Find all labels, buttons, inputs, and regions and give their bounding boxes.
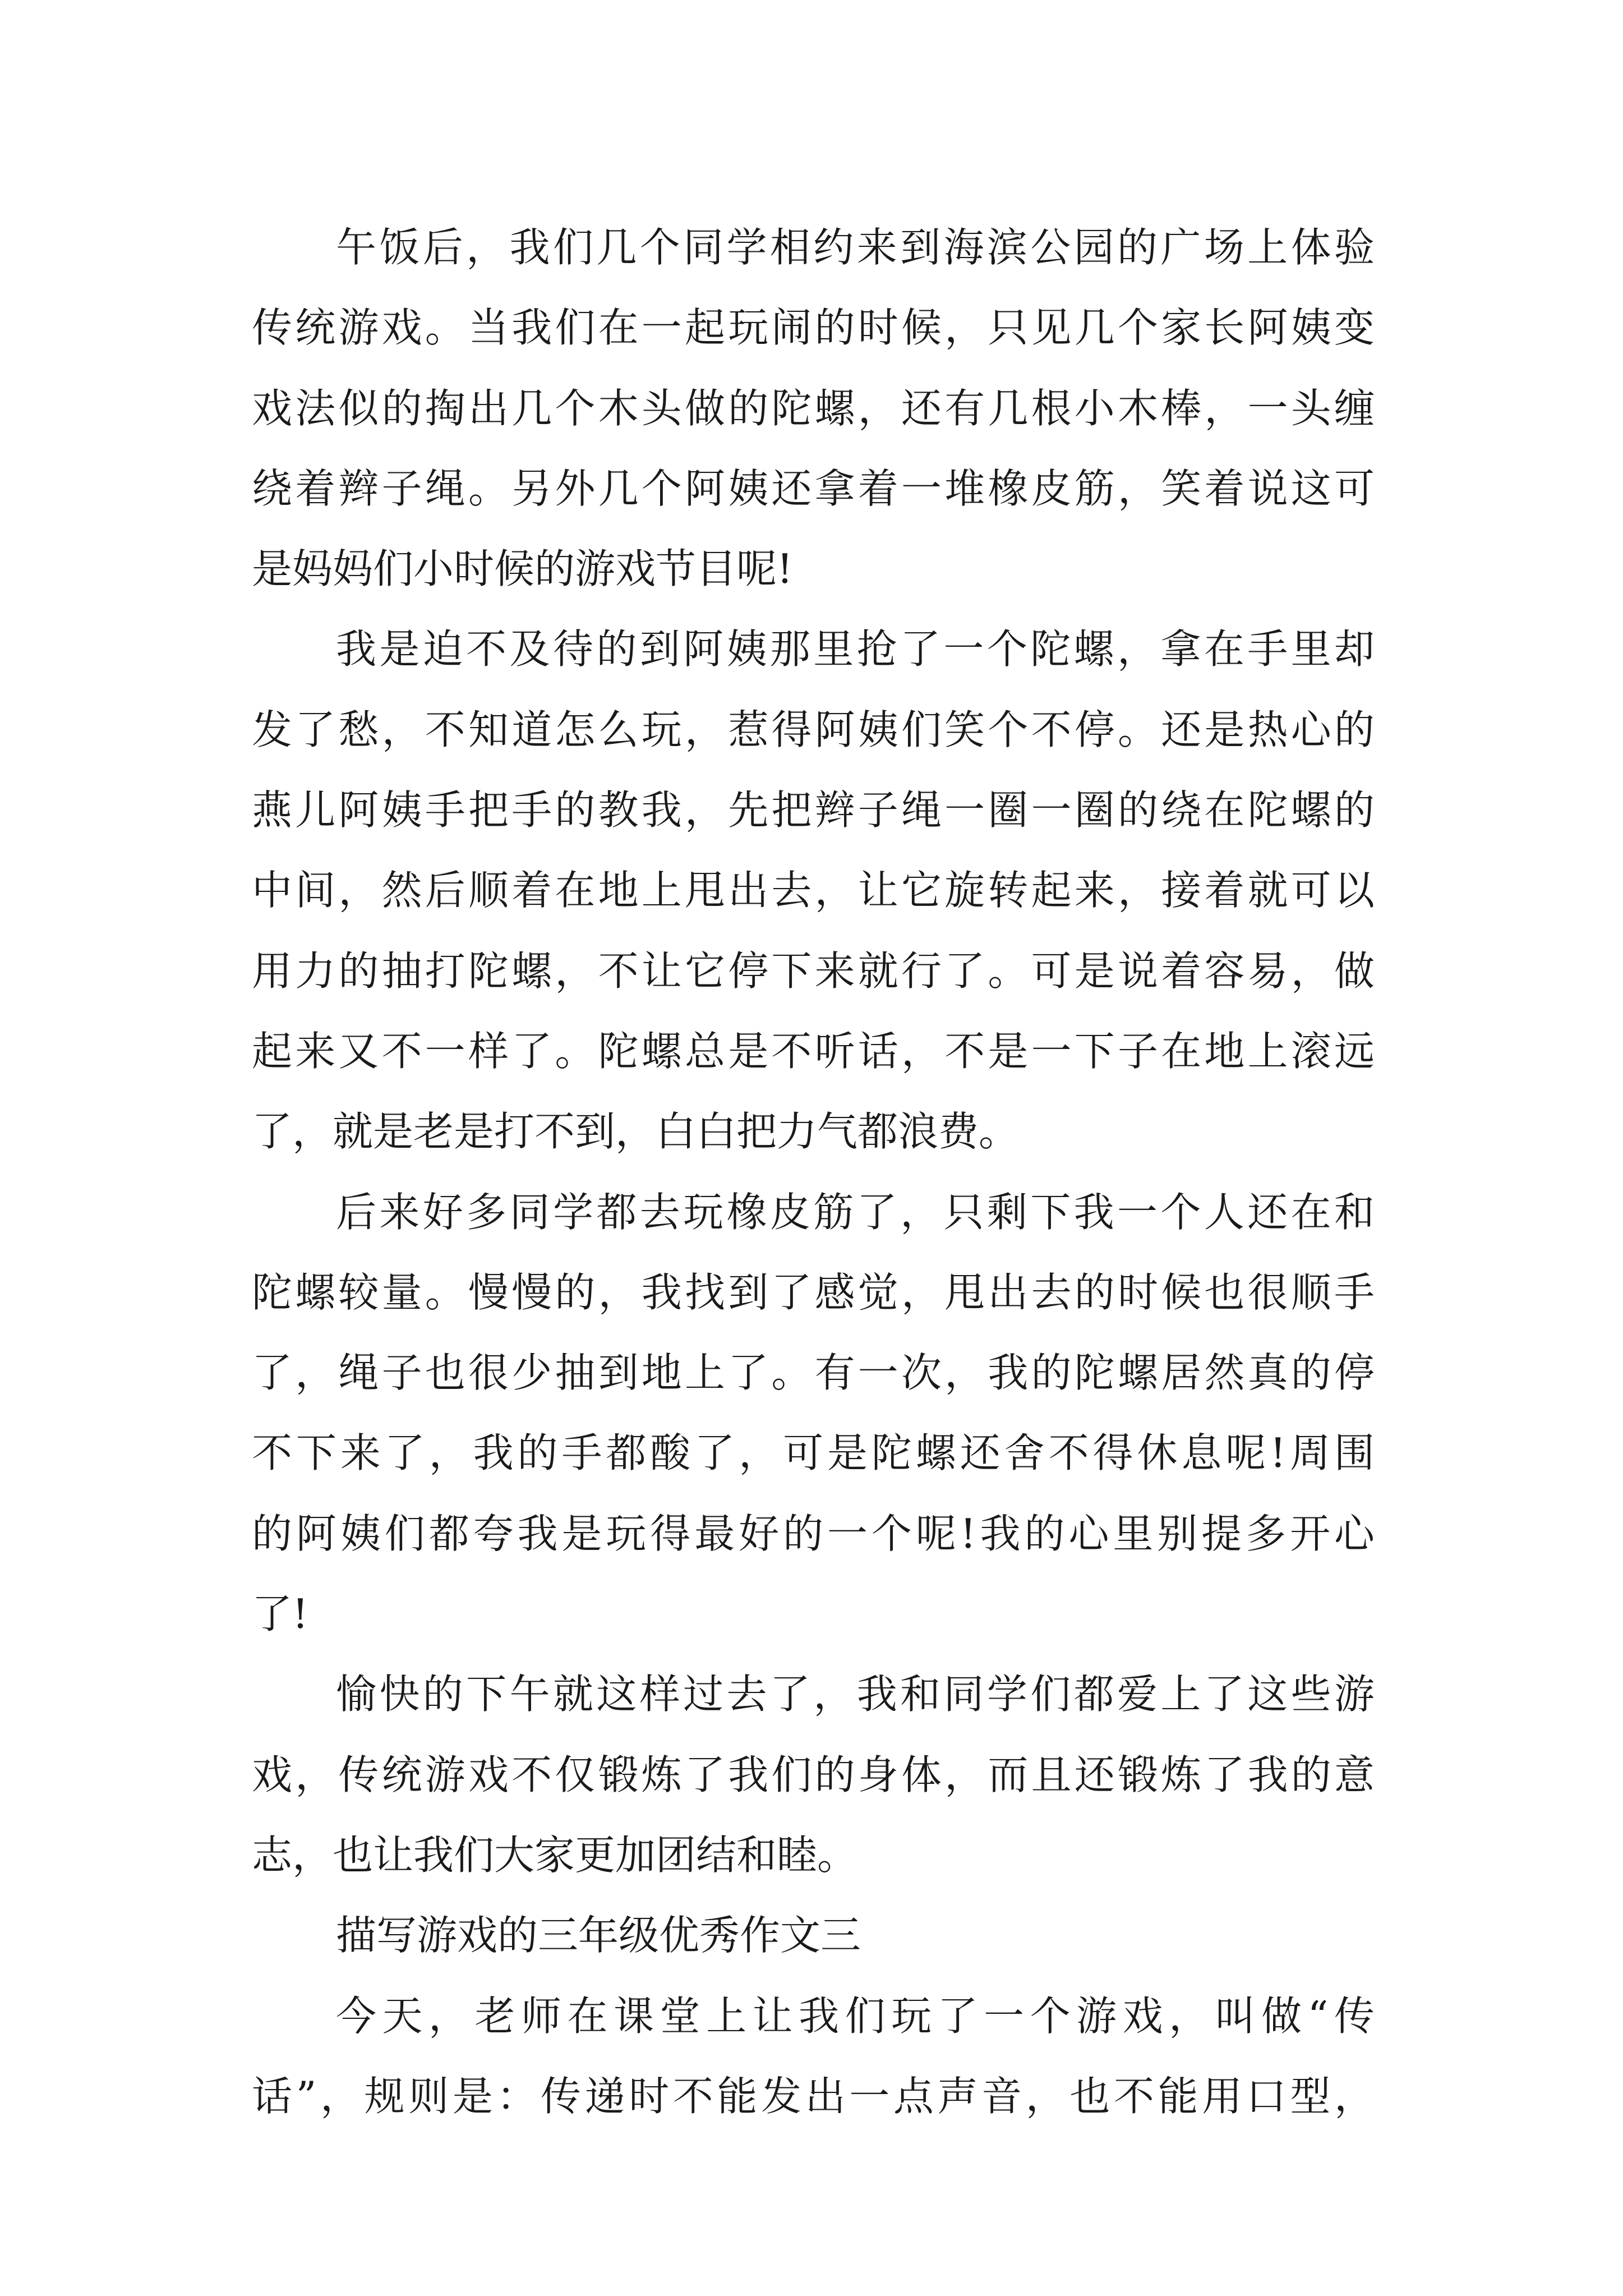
text-line: 午饭后，我们几个同学相约来到海滨公园的广场上体验	[336, 224, 1375, 271]
text-line: 后来好多同学都去玩橡皮筋了，只剩下我一个人还在和	[336, 1188, 1375, 1236]
text-line: 志，也让我们大家更加团结和睦。	[252, 1831, 858, 1879]
text-line: 陀螺较量。慢慢的，我找到了感觉，甩出去的时候也很顺手	[252, 1268, 1375, 1316]
document-body	[252, 208, 1375, 2137]
text-line: 是妈妈们小时候的游戏节目呢!	[252, 545, 793, 593]
text-line: 起来又不一样了。陀螺总是不听话，不是一下子在地上滚远	[252, 1027, 1375, 1075]
text-line: 中间，然后顺着在地上甩出去，让它旋转起来，接着就可以	[252, 867, 1375, 914]
text-line: 戏法似的掏出几个木头做的陀螺，还有几根小木棒，一头缠	[252, 384, 1375, 432]
text-line: 的阿姨们都夸我是玩得最好的一个呢!我的心里别提多开心	[252, 1510, 1375, 1557]
text-line: 话”，规则是：传递时不能发出一点声音，也不能用口型，	[252, 2072, 1375, 2120]
text-line: 我是迫不及待的到阿姨那里抢了一个陀螺，拿在手里却	[336, 625, 1375, 673]
text-line: 燕儿阿姨手把手的教我，先把辫子绳一圈一圈的绕在陀螺的	[252, 786, 1375, 834]
text-line: 用力的抽打陀螺，不让它停下来就行了。可是说着容易，做	[252, 947, 1375, 995]
text-line: 戏，传统游戏不仅锻炼了我们的身体，而且还锻炼了我的意	[252, 1751, 1375, 1798]
text-line: 了，绳子也很少抽到地上了。有一次，我的陀螺居然真的停	[252, 1349, 1375, 1397]
text-line: 传统游戏。当我们在一起玩闹的时候，只见几个家长阿姨变	[252, 304, 1375, 352]
text-line: 今天，老师在课堂上让我们玩了一个游戏，叫做“传	[336, 1992, 1375, 2040]
text-line: 不下来了，我的手都酸了，可是陀螺还舍不得休息呢!周围	[252, 1429, 1375, 1477]
text-line: 愉快的下午就这样过去了，我和同学们都爱上了这些游	[336, 1671, 1375, 1718]
text-line: 了，就是老是打不到，白白把力气都浪费。	[252, 1108, 1020, 1156]
text-line: 描写游戏的三年级优秀作文三	[336, 1912, 861, 1959]
text-line: 绕着辫子绳。另外几个阿姨还拿着一堆橡皮筋，笑着说这可	[252, 464, 1375, 512]
text-line: 发了愁，不知道怎么玩，惹得阿姨们笑个不停。还是热心的	[252, 706, 1375, 753]
text-line: 了!	[252, 1590, 308, 1638]
